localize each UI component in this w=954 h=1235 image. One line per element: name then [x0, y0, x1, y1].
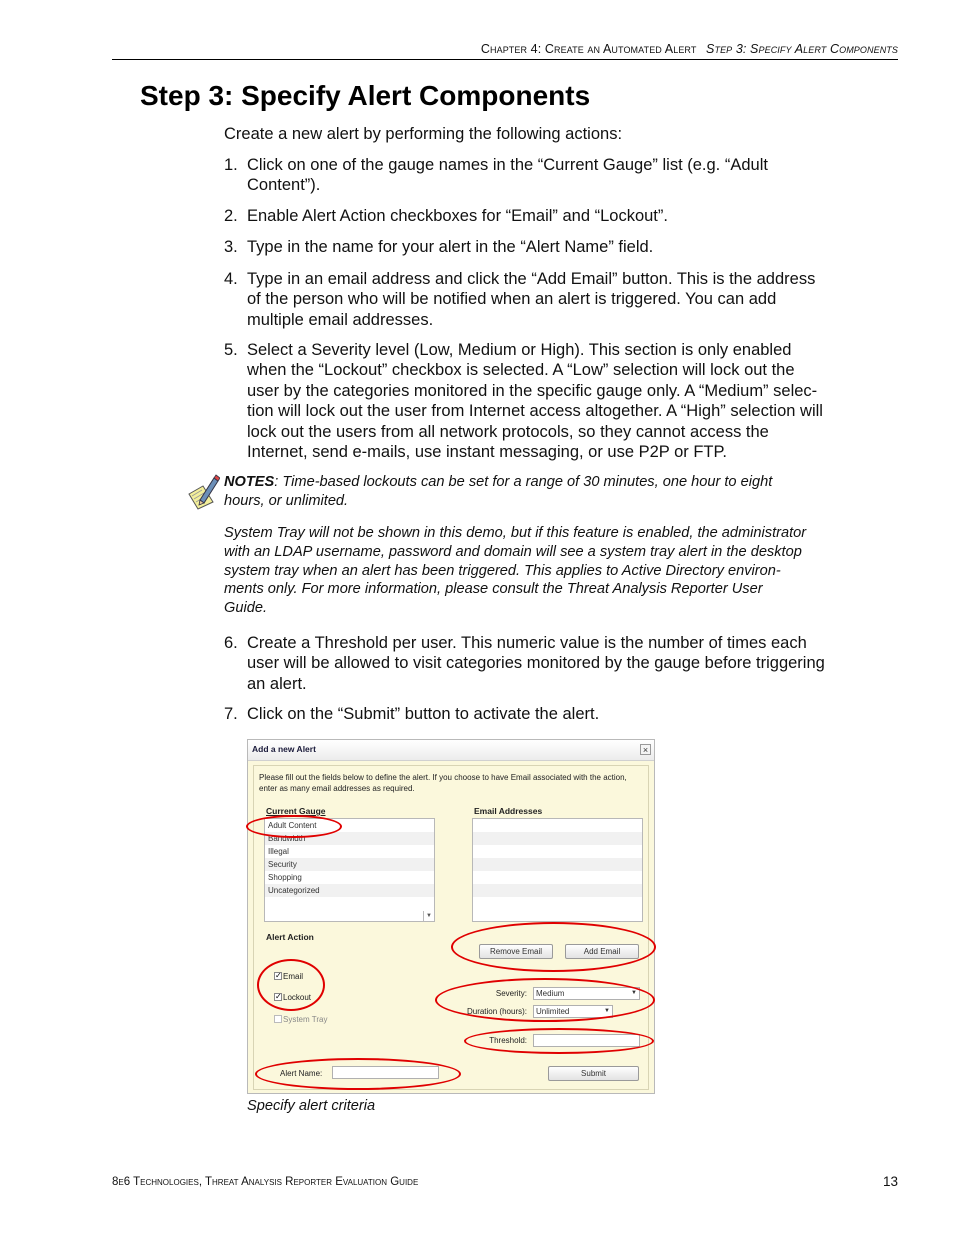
severity-value: Medium — [536, 989, 565, 998]
chapter-title: Chapter 4: Create an Automated Alert — [480, 42, 697, 56]
step-line: Internet, send e-mails, use instant messaging, or use P2P or FTP. — [247, 443, 727, 462]
list-item[interactable]: Bandwidth — [265, 832, 434, 845]
page-title: Step 3: Specify Alert Components — [140, 80, 591, 111]
step-line: user by the categories monitored in the specific gauge only. A “Medium” selec- — [247, 381, 818, 400]
step-text — [247, 237, 847, 257]
step-line: lock out the users from all network protocols, so they cannot access the — [247, 422, 769, 441]
figure-caption: Specify alert criteria — [247, 1098, 376, 1114]
threshold-input[interactable] — [533, 1034, 640, 1047]
step-number: 4. — [224, 270, 238, 288]
header-rule — [112, 59, 898, 60]
page-footer: 8e6 Technologies, Threat Analysis Reporter Evaluation Guide — [112, 1176, 419, 1188]
step-line: when the “Lockout” checkbox is selected. A “Low” selection will lock out the — [247, 361, 795, 380]
list-item[interactable]: Security — [265, 858, 434, 871]
instruction-line: enter as many email addresses as required. — [259, 784, 415, 793]
step-text — [247, 704, 847, 724]
note-block — [224, 473, 844, 511]
note-line: with an LDAP username, password and domain will see a system tray alert in the desktop — [224, 543, 802, 560]
step-line: Type in an email address and click the “Add Email” button. This is the address — [247, 270, 816, 288]
alert-action-label: Alert Action — [266, 932, 314, 942]
instruction-line: Please fill out the fields below to define the alert. If you choose to have Email associated with the action, — [259, 773, 627, 782]
note-line: ments only. For more information, please consult the Threat Analysis Reporter User — [224, 581, 763, 598]
step-line: Create a Threshold per user. This numeric value is the number of times each — [247, 634, 807, 652]
duration-label: Duration (hours): — [466, 1007, 527, 1016]
step-number: 5. — [224, 341, 238, 359]
list-item[interactable]: Adult Content — [268, 821, 317, 830]
running-header — [112, 42, 898, 56]
remove-email-button[interactable]: Remove Email — [479, 944, 553, 959]
dialog-panel — [253, 765, 649, 1090]
scroll-down-icon[interactable]: ▼ — [423, 911, 434, 921]
list-item — [473, 832, 642, 845]
list-item — [473, 871, 642, 884]
lockout-checkbox[interactable]: ✓ — [275, 992, 282, 1001]
close-icon[interactable]: × — [640, 744, 651, 755]
chevron-down-icon: ▼ — [604, 1008, 610, 1014]
system-tray-checkbox-label: System Tray — [283, 1015, 328, 1024]
step-line: Click on one of the gauge names in the “Current Gauge” list (e.g. “Adult — [247, 156, 768, 174]
step-number: 3. — [224, 238, 238, 256]
note-line: System Tray will not be shown in this demo, but if this feature is enabled, the administrator — [224, 525, 807, 541]
chevron-down-icon: ▼ — [631, 990, 637, 996]
list-item — [473, 845, 642, 858]
intro-text: Create a new alert by performing the following actions: — [224, 125, 623, 143]
list-item — [473, 819, 642, 832]
step-number: 1. — [224, 156, 238, 174]
step-line: Enable Alert Action checkboxes for “Email” and “Lockout”. — [247, 207, 668, 225]
page-number: 13 — [882, 1174, 898, 1189]
step-line: Select a Severity level (Low, Medium or High). This section is only enabled — [247, 341, 792, 359]
severity-label: Severity: — [495, 989, 527, 998]
email-address-list[interactable] — [472, 818, 643, 922]
email-checkbox[interactable]: ✓ — [275, 971, 282, 980]
note-label: NOTES — [224, 474, 275, 490]
current-gauge-list[interactable] — [264, 818, 435, 922]
note-system-tray — [224, 524, 844, 618]
email-addresses-label: Email Addresses — [474, 806, 543, 816]
add-email-button[interactable]: Add Email — [565, 944, 639, 959]
alert-name-input[interactable] — [332, 1066, 439, 1079]
step-line: Type in the name for your alert in the “Alert Name” field. — [247, 238, 654, 256]
email-checkbox-label: Email — [283, 972, 304, 981]
step-text — [247, 155, 847, 196]
duration-select[interactable] — [533, 1005, 613, 1018]
step-line: tion will lock out the user from Internet access altogether. A “High” selection will — [247, 402, 823, 421]
step-text — [247, 340, 857, 462]
submit-button[interactable]: Submit — [548, 1066, 639, 1081]
duration-value: Unlimited — [536, 1007, 570, 1016]
step-number: 7. — [224, 705, 238, 723]
note-line — [224, 473, 844, 492]
note-line: Guide. — [224, 600, 267, 617]
step-text — [247, 206, 847, 226]
step-number: 2. — [224, 207, 238, 225]
lockout-checkbox-label: Lockout — [283, 993, 312, 1002]
step-line: Content”). — [247, 176, 321, 195]
step-line: of the person who will be notified when an alert is triggered. You can add — [247, 290, 777, 309]
list-item[interactable]: Uncategorized — [265, 884, 434, 897]
add-alert-dialog — [247, 739, 655, 1094]
step-line: Click on the “Submit” button to activate the alert. — [247, 705, 600, 723]
alert-name-label: Alert Name: — [280, 1069, 323, 1078]
dialog-instructions — [259, 772, 649, 794]
step-number: 6. — [224, 634, 238, 652]
severity-select[interactable] — [533, 987, 640, 1000]
list-item[interactable]: Shopping — [268, 873, 302, 882]
step-line: user will be allowed to visit categories monitored by the gauge before triggering — [247, 654, 825, 673]
note-line: system tray when an alert has been triggered. This applies to Active Directory environ- — [224, 562, 781, 579]
list-item — [473, 858, 642, 871]
threshold-label: Threshold: — [489, 1036, 527, 1045]
dialog-titlebar — [248, 740, 654, 761]
step-text — [247, 269, 847, 330]
note-pencil-icon — [186, 474, 220, 510]
current-gauge-label: Current Gauge — [266, 806, 326, 816]
note-line: hours, or unlimited. — [224, 492, 349, 509]
list-item[interactable]: Illegal — [268, 847, 289, 856]
section-title: Step 3: Specify Alert Components — [706, 42, 898, 56]
step-line: an alert. — [247, 674, 307, 693]
list-item — [473, 884, 642, 897]
note-text: : Time-based lockouts can be set for a range of 30 minutes, one hour to eight — [274, 474, 773, 490]
step-line: multiple email addresses. — [247, 310, 434, 329]
system-tray-checkbox[interactable] — [274, 1015, 282, 1023]
step-text — [247, 633, 857, 694]
dialog-title: Add a new Alert — [252, 744, 316, 754]
